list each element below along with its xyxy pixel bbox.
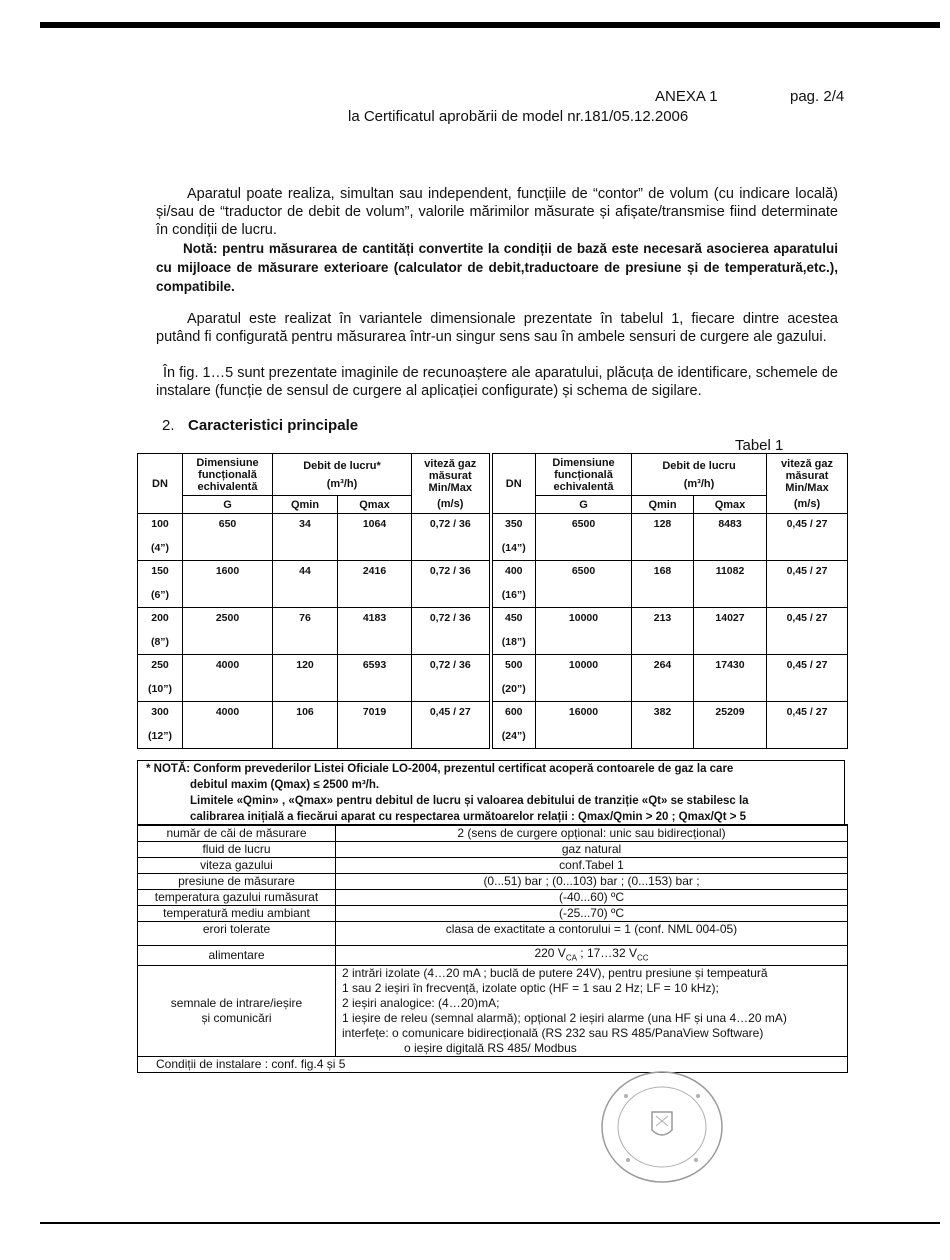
header-speed-right: viteză gaz măsurat Min/Max (m/s): [767, 454, 848, 514]
note-line: debitul maxim (Qmax) ≤ 2500 m³/h.: [190, 779, 380, 791]
section-heading: [162, 417, 358, 434]
section-title: Caracteristici principale: [188, 417, 359, 434]
official-seal: [598, 1068, 726, 1186]
spec-row: viteza gazului conf.Tabel 1: [138, 858, 848, 874]
dimensions-table: [137, 453, 848, 749]
note-line: Limitele «Qmin» , «Qmax» pentru debitul de lucru și valoarea debitului de tranziție «Qt» se stabilesc la: [190, 795, 749, 807]
annex-label: ANEXA 1: [655, 88, 718, 105]
table-row: 250 (10”) 4000 120 6593 0,72 / 36 500 (20”) 10000 264 17430 0,45 / 27: [138, 655, 848, 702]
header-dn: DN: [138, 454, 183, 514]
spec-row: erori tolerate clasa de exactitate a contorului = 1 (conf. NML 004-05): [138, 922, 848, 946]
table-row: 300 (12”) 4000 106 7019 0,45 / 27 600 (24”) 16000 382 25209 0,45 / 27: [138, 702, 848, 749]
header-g: G: [183, 496, 273, 514]
header-qmax-right: Qmax: [694, 496, 767, 514]
header-debit: Debit de lucru* (m³/h): [273, 454, 412, 496]
power-supply-value: 220 $V_{CA}$ ; 17…32 $V_{CC}$: [336, 946, 848, 966]
spec-row: alimentare 220 $V_{CA}$ ; 17…32 $V_{CC}$: [138, 946, 848, 966]
certificate-reference: la Certificatul aprobării de model nr.181/05.12.2006: [348, 108, 689, 125]
signals-label: semnale de intrare/ieșire și comunicări: [138, 966, 336, 1057]
note-line: * NOTĂ: Conform prevederilor Listei Oficiale LO-2004, prezentul certificat acoperă contoarele de gaz la care: [146, 763, 734, 775]
spec-row: temperatură mediu ambiant (-25...70) ºC: [138, 906, 848, 922]
header-debit-right: Debit de lucru (m³/h): [632, 454, 767, 496]
spec-row: presiune de măsurare (0...51) bar ; (0...103) bar ; (0...153) bar ;: [138, 874, 848, 890]
header-dimension: Dimensiune funcțională echivalentă: [183, 454, 273, 496]
spec-row: fluid de lucru gaz natural: [138, 842, 848, 858]
signals-value: 2 intrări izolate (4…20 mA ; buclă de putere 24V), pentru presiune și tempeatură 1 sau 2 ieșiri în frecvență, izolate optic (HF = 1 sau 2 Hz; LF = 10 kHz); 2 ieșiri analogice: (4…20)mA; 1 ieșire de releu (semnal alarmă); opțional 2 ieșiri alarme (una HF și una 4…20 mA) interfețe: o comunicare bidirecțională (RS 232 sau RS 485/PanaView Software) o ieșire digitală RS 485/ Modbus: [336, 966, 848, 1057]
paragraph-note: Notă: pentru măsurarea de cantități convertite la condiții de bază este necesară asocierea aparatului cu mijloace de măsurare exterioare (calculator de debit,traductoare de presiune și de temperatură,etc.), compatibile.: [156, 241, 838, 294]
specifications-table: [137, 824, 848, 1073]
spec-row: temperatura gazului rumăsurat (-40...60) ºC: [138, 890, 848, 906]
table-row: 150 (6”) 1600 44 2416 0,72 / 36 400 (16”) 6500 168 11082 0,45 / 27: [138, 561, 848, 608]
page-number: pag. 2/4: [790, 88, 845, 105]
section-number: 2.: [162, 417, 175, 434]
spec-row: [138, 966, 848, 1057]
paragraph-variants: Aparatul este realizat în variantele dimensionale prezentate în tabelul 1, fiecare dintre acestea putând fi configurată pentru măsurarea într-un singur sens sau în ambele sensuri de curgere ale gazului.: [156, 311, 838, 345]
header-qmin: Qmin: [273, 496, 338, 514]
paragraph-figures: În fig. 1…5 sunt prezentate imaginile de recunoaștere ale aparatului, plăcuța de identificare, schemele de instalare (funcție de sensul de curgere al aplicației configurate) și schema de sigilare.: [156, 365, 838, 399]
header-g-right: G: [536, 496, 632, 514]
table-row: 100 (4”) 650 34 1064 0,72 / 36 350 (14”) 6500 128 8483 0,45 / 27: [138, 514, 848, 561]
bottom-rule: [40, 1222, 940, 1224]
header-dimension-right: Dimensiune funcțională echivalentă: [536, 454, 632, 496]
note-line: calibrarea inițială a fiecărui aparat cu respectarea următoarelor relații : Qmax/Qmin > 20 ; Qmax/Qt > 5: [190, 811, 747, 823]
header-qmin-right: Qmin: [632, 496, 694, 514]
header-qmax: Qmax: [338, 496, 412, 514]
header-dn-right: DN: [491, 454, 536, 514]
table-note: [137, 760, 845, 824]
table-row: 200 (8”) 2500 76 4183 0,72 / 36 450 (18”) 10000 213 14027 0,45 / 27: [138, 608, 848, 655]
spec-row: Condiții de instalare : conf. fig.4 și 5: [138, 1057, 848, 1073]
top-rule: [40, 22, 940, 28]
header-speed: viteză gaz măsurat Min/Max (m/s): [412, 454, 491, 514]
spec-row: număr de căi de măsurare 2 (sens de curgere opțional: unic sau bidirecțional): [138, 825, 848, 842]
paragraph-functions: Aparatul poate realiza, simultan sau independent, funcțiile de “contor” de volum (cu indicare locală) și/sau de “traductor de debit de volum”, valorile mărimilor măsurate și afișate/transmise fiind determinate în condiții de lucru.: [156, 186, 838, 238]
table-label: Tabel 1: [735, 437, 784, 454]
